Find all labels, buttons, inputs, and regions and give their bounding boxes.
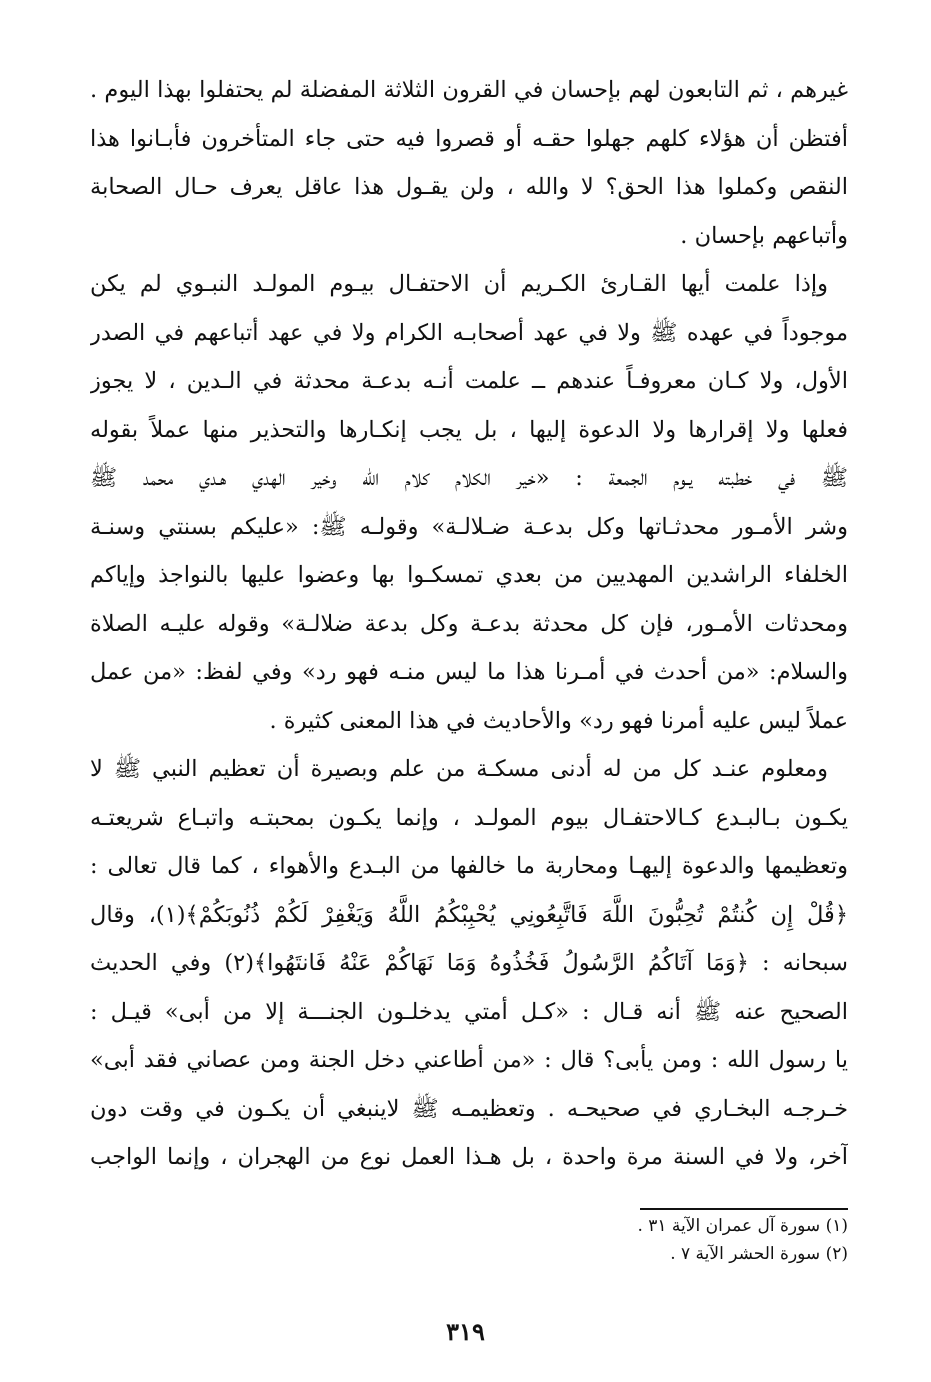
text-line: موجوداً في عهده ﷺ ولا في عهد أصحابـه الكرام ولا في عهد أتباعهم في الصدر <box>90 319 848 346</box>
text-line: يا رسول الله : ومن يأبى؟ قال : «من أطاعني دخل الجنة ومن عصاني فقد أبى» <box>90 1047 848 1073</box>
text-line: الأول، ولا كـان معروفـاً عندهم ــ علمت أنـه بدعـة محدثة في الـدين ، لا يجوز <box>90 368 848 394</box>
text-line: وتعظيمها والدعوة إليهـا ومحاربة ما خالفها من البـدع والأهواء ، كما قال تعالى : <box>90 853 848 879</box>
text-line: الخلفاء الراشدين المهديين من بعدي تمسكـوا بها وعضوا عليها بالنواجذ وإياكم <box>90 562 848 588</box>
footnote-2: (٢) سورة الحشر الآية ٧ . <box>670 1244 848 1264</box>
quran-verse-line: ﴿قُلْ إِن كُنتُمْ تُحِبُّونَ اللَّهَ فَاتَّبِعُونِي يُحْبِبْكُمُ اللَّهُ وَيَغْفِرْ لَكُمْ ذُنُوبَكُمْ﴾(١)، وقال <box>90 901 848 928</box>
main-text <box>90 66 848 1182</box>
text-line: ومعلوم عنـد كل من له أدنى مسكـة من علم وبصيرة أن تعظيم النبي ﷺ لا <box>90 756 828 782</box>
footnote-1: (١) سورة آل عمران الآية ٣١ . <box>637 1216 848 1236</box>
text-line: خـرجـه البخـاري في صحيحـه . وتعظيمـه ﷺ لاينبغي أن يكـون في وقت دون <box>90 1095 848 1122</box>
text-line: يكـون بـالبـدع كـالاحتفـال بيوم المولـد ، وإنما يكـون بمحبتـه واتبـاع شريعتـه <box>90 804 848 831</box>
footnotes <box>500 1212 848 1268</box>
page-number: ٣١٩ <box>446 1317 485 1346</box>
quran-verse-line: سبحانه : ﴿وَمَا آتَاكُمُ الرَّسُولُ فَخُذُوهُ وَمَا نَهَاكُمْ عَنْهُ فَانتَهُوا﴾(٢) وفي الحديث <box>90 950 848 976</box>
paragraph-2 <box>90 260 848 745</box>
text-line: النقص وكملوا هذا الحق؟ لا والله ، ولن يقـول هذا عاقل يعرف حـال الصحابة <box>90 174 848 200</box>
text-line: والسلام: «من أحدث في أمـرنا هذا ما ليس منـه فهو رد» وفي لفظ: «من عمل <box>90 659 848 685</box>
text-line: آخر، ولا في السنة مرة واحدة ، بل هـذا العمل نوع من الهجران ، وإنما الواجب <box>90 1144 848 1170</box>
text-line: الصحيح عنه ﷺ أنه قـال : «كـل أمتي يدخلـون الجنـــة إلا من أبى» قيـل : <box>90 998 848 1025</box>
paragraph-1 <box>90 66 848 260</box>
footnote-divider <box>640 1208 848 1210</box>
text-line: وشر الأمـور محدثـاتها وكل بدعـة ضـلالـة» وقولـه ﷺ: «عليكم بسنتي وسنـة <box>90 513 848 540</box>
text-line: وأتباعهم بإحسان . <box>680 222 848 249</box>
text-line: غيرهم ، ثم التابعون لهم بإحسان في القرون الثلاثة المفضلة لم يحتفلوا بهذا اليوم . <box>90 77 848 103</box>
paragraph-3 <box>90 745 848 1182</box>
text-line: ومحدثات الأمـور، فإن كل محدثة بدعـة وكل بدعة ضلالـة» وقوله عليـه الصلاة <box>90 610 848 637</box>
text-line: أفتظن أن هؤلاء كلهم جهلوا حقـه أو قصروا فيه حتى جاء المتأخرون فأبـانوا هذا <box>90 125 848 152</box>
text-line: ﷺ في خطبته يـوم الجمعة : «خير الكلام كلام الله وخير الهدي هـدي محمد ﷺ <box>90 465 848 491</box>
text-line: وإذا علمت أيها القـارئ الكـريم أن الاحتفـال بيـوم المولـد النبـوي لم يكن <box>90 271 828 297</box>
text-line: فعلها ولا إقرارها ولا الدعوة إليها ، بل يجب إنكـارها والتحذير منها عملاً بقوله <box>90 416 848 443</box>
text-line: عملاً ليس عليه أمرنا فهو رد» والأحاديث في هذا المعنى كثيرة . <box>269 707 848 734</box>
